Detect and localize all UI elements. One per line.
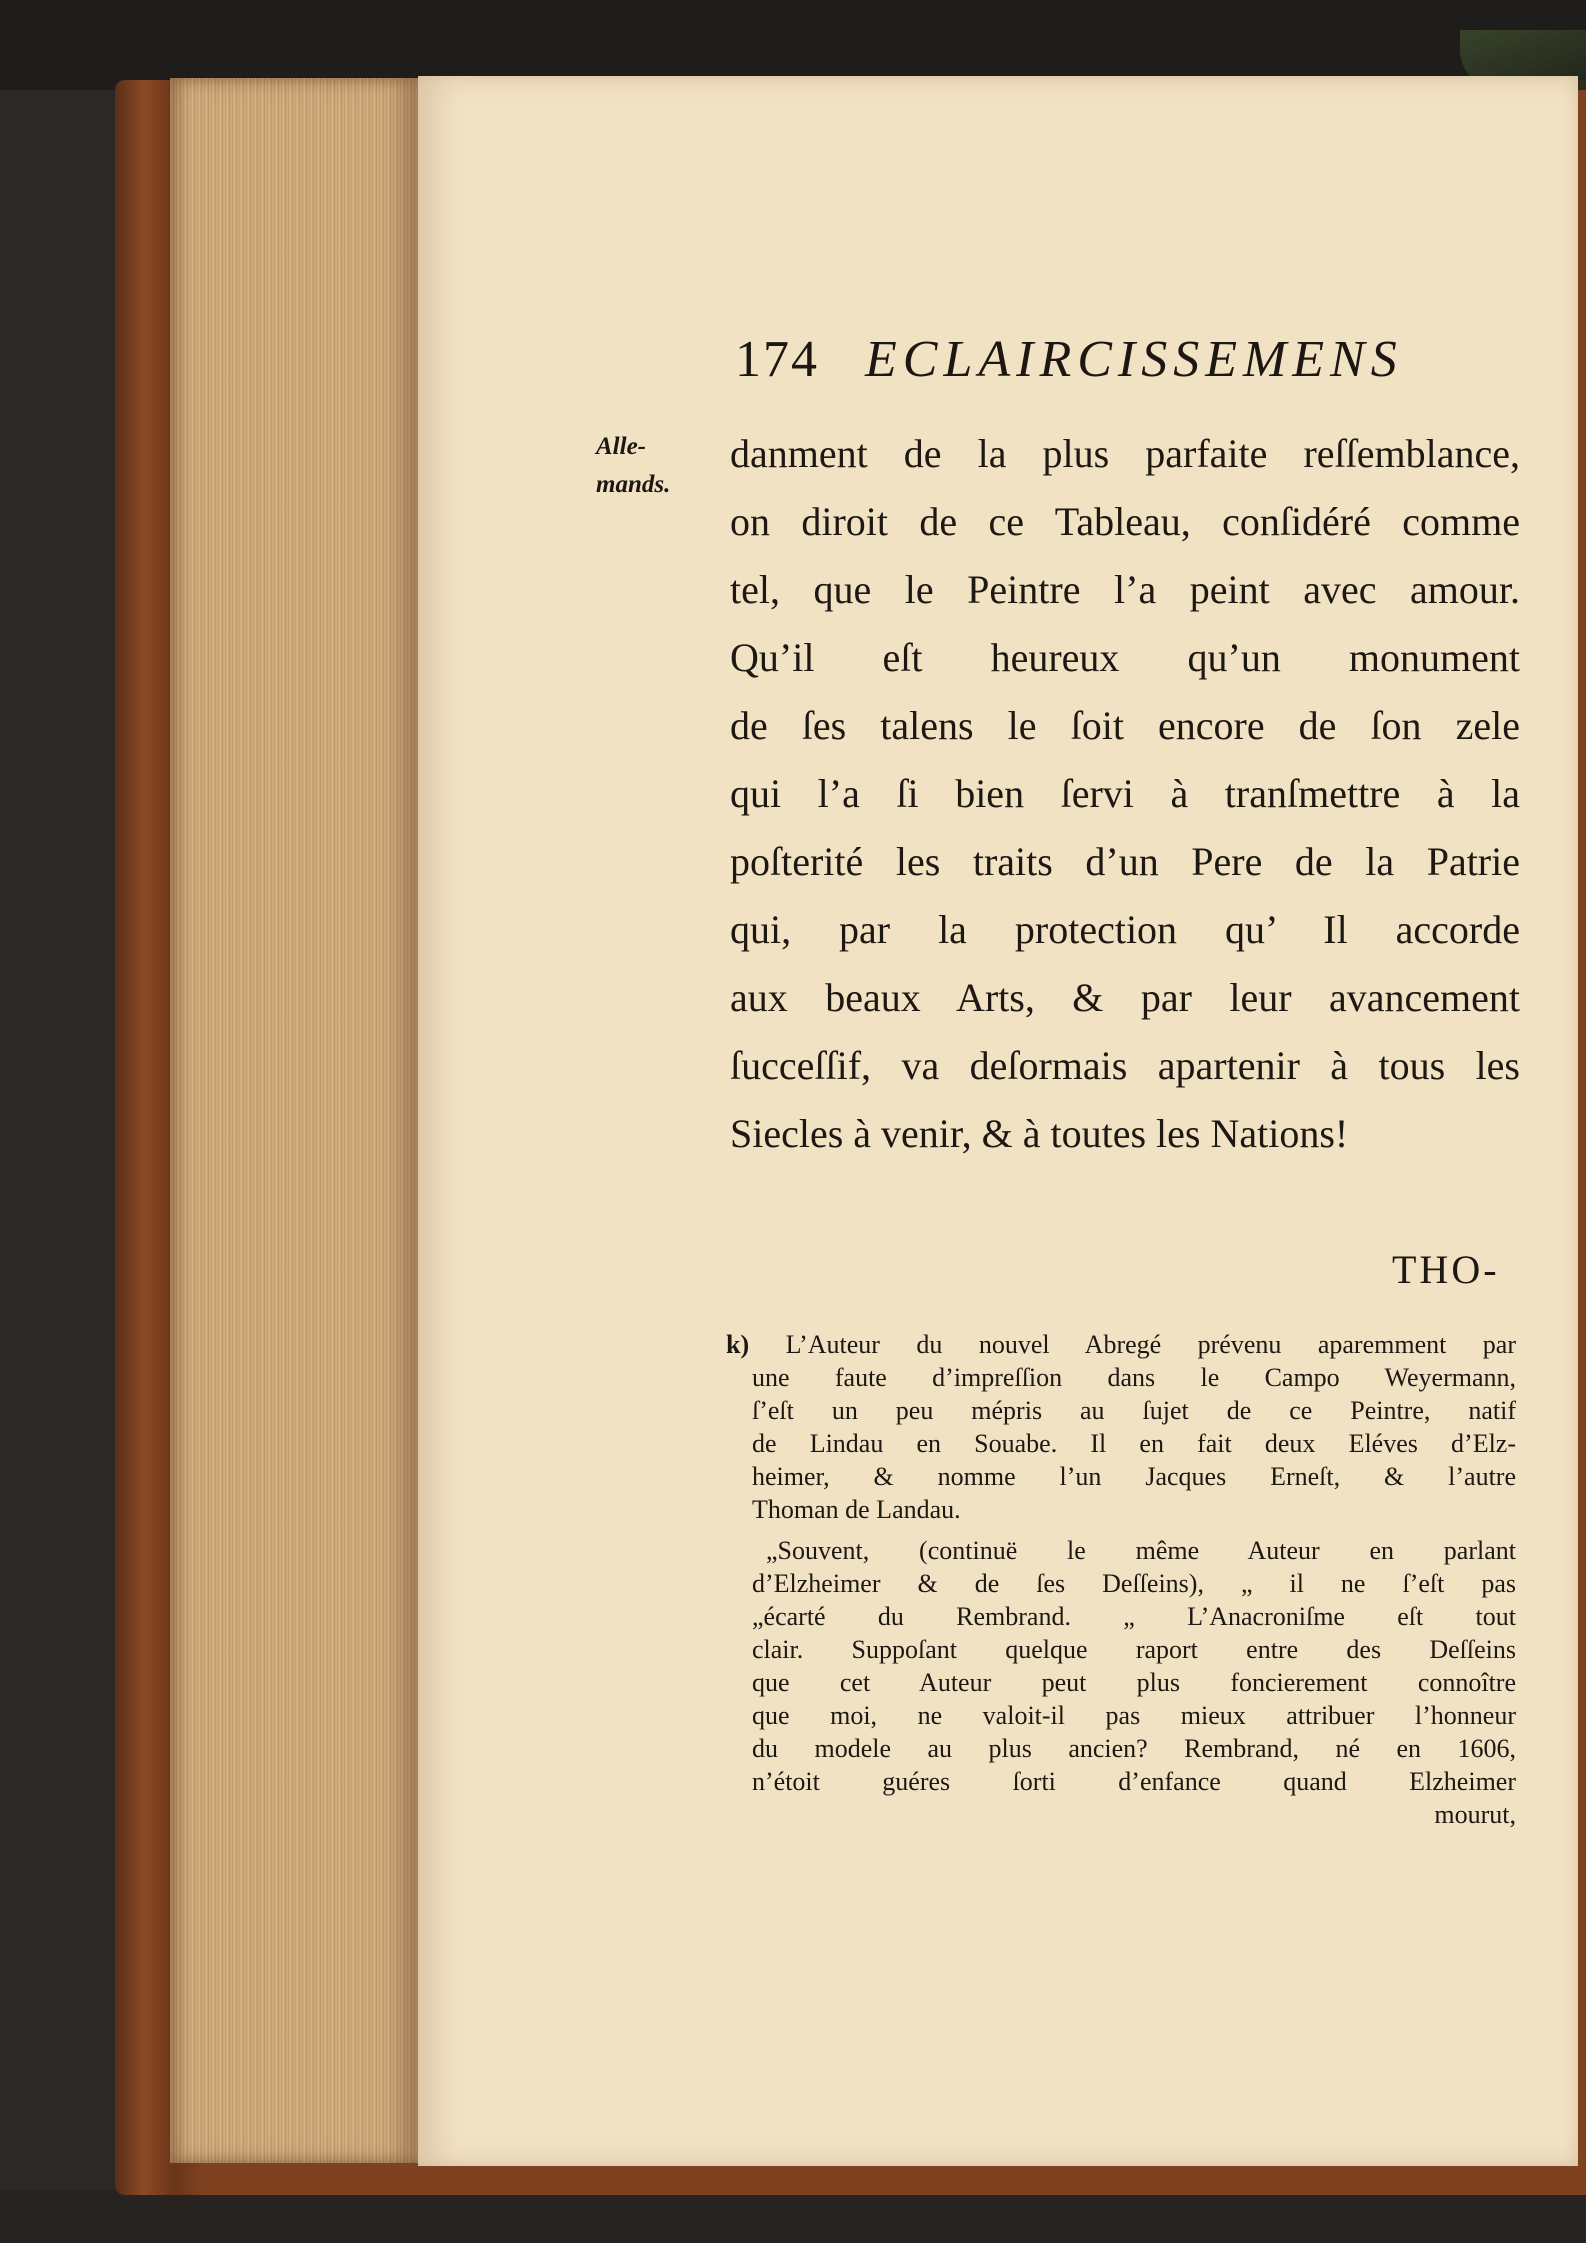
footnote-block (726, 1328, 1516, 1831)
footnote-line: heimer, & nomme l’un Jacques Erneſt, & l’autre (752, 1462, 1516, 1491)
dark-background-bottom (0, 2190, 1586, 2243)
page-number: 174 (735, 331, 819, 388)
margin-note-line: Alle- (596, 433, 646, 460)
footnote-line: „Souvent, (continuë le même Auteur en parlant (766, 1536, 1516, 1565)
footnote-line: que moi, ne valoit-il pas mieux attribuer l’honneur (752, 1701, 1516, 1730)
footnote-line: ſ’eſt un peu mépris au ſujet de ce Peintre, natif (752, 1396, 1516, 1425)
footnote-line: d’Elzheimer & de ſes Deſſeins), „ il ne ſ’eſt pas (752, 1569, 1516, 1598)
text-line: on diroit de ce Tableau, conſidéré comme (730, 499, 1520, 544)
footnote-line: de Lindau en Souabe. Il en fait deux Eléves d’Elz- (752, 1429, 1516, 1458)
footnote-marker: k) (726, 1330, 750, 1359)
footnote-text: L’Auteur du nouvel Abregé prévenu aparemment par (785, 1330, 1517, 1359)
margin-note-line: mands. (596, 471, 671, 498)
running-title: ECLAIRCISSEMENS (865, 331, 1403, 388)
text-line: de ſes talens le ſoit encore de ſon zele (730, 703, 1520, 748)
text-line: tel, que le Peintre l’a peint avec amour. (730, 567, 1520, 612)
text-line: poſterité les traits d’un Pere de la Patrie (730, 839, 1520, 884)
text-line: qui, par la protection qu’ Il accorde (730, 907, 1520, 952)
footnote-line (726, 1328, 1516, 1361)
text-line: aux beaux Arts, & par leur avancement (730, 975, 1520, 1020)
text-line: ſucceſſif, va deſormais apartenir à tous les (730, 1043, 1520, 1088)
page-header (735, 330, 1475, 400)
footnote-line: „écarté du Rembrand. „ L’Anacroniſme eſt tout (752, 1602, 1516, 1631)
footnote-line: mourut, (1434, 1800, 1516, 1829)
footnote-line: n’étoit guéres ſorti d’enfance quand Elzheimer (752, 1767, 1516, 1796)
catchword: THO- (1392, 1247, 1500, 1292)
page-edges (170, 78, 420, 2163)
text-line: qui l’a ſi bien ſervi à tranſmettre à la (730, 771, 1520, 816)
text-line: Siecles à venir, & à toutes les Nations! (730, 1111, 1349, 1156)
footnote-line: clair. Suppoſant quelque raport entre des Deſſeins (752, 1635, 1516, 1664)
footnote-line: du modele au plus ancien? Rembrand, né en 1606, (752, 1734, 1516, 1763)
margin-note (596, 428, 706, 504)
main-text-block (730, 420, 1520, 1168)
footnote-line: que cet Auteur peut plus foncierement connoître (752, 1668, 1516, 1697)
text-line: danment de la plus parfaite reſſemblance, (730, 431, 1520, 476)
text-line: Qu’il eſt heureux qu’un monument (730, 635, 1520, 680)
footnote-line: Thoman de Landau. (752, 1495, 961, 1524)
footnote-line: une faute d’impreſſion dans le Campo Weyermann, (752, 1363, 1516, 1392)
